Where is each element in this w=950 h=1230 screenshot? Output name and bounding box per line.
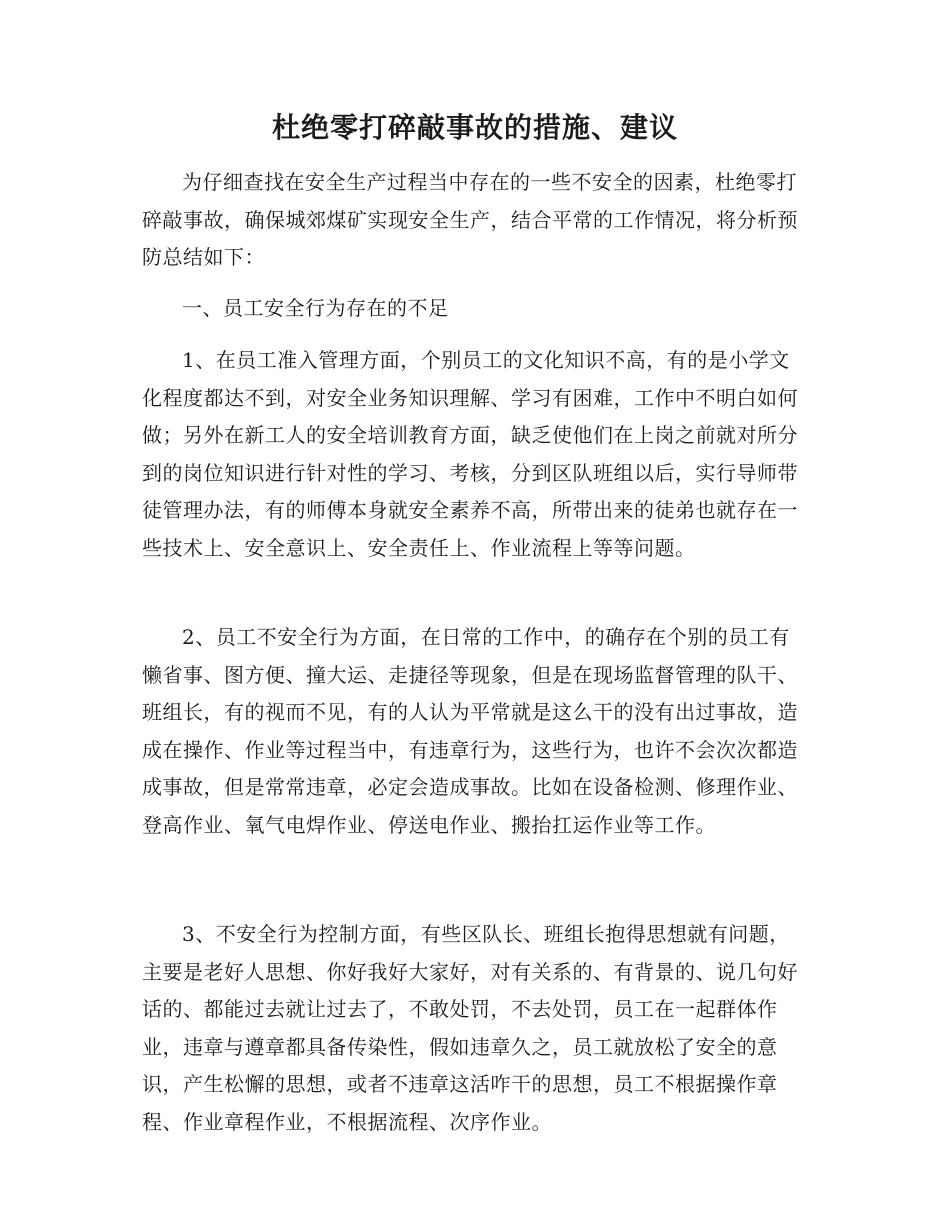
intro-paragraph: 为仔细查找在安全生产过程当中存在的一些不安全的因素，杜绝零打碎敲事故，确保城郊煤矿实现安全生产，结合平常的工作情况，将分析预防总结如下： bbox=[142, 170, 798, 269]
paragraph-item-2: 2、员工不安全行为方面，在日常的工作中，的确存在个别的员工有懒省事、图方便、撞大运、走捷径等现象，但是在现场监督管理的队干、班组长，有的视而不见，有的人认为平常就是这么干的没有出过事故，造成在操作、作业等过程当中，有违章行为，这些行为，也许不会次次都造成事故，但是常常违章，必定会造成事故。比如在设备检测、修理作业、登高作业、氧气电焊作业、停送电作业、搬抬扛运作业等工作。 bbox=[142, 625, 798, 837]
document-title: 杜绝零打碎敲事故的措施、建议 bbox=[271, 111, 678, 144]
paragraph-item-1: 1、在员工准入管理方面，个别员工的文化知识不高，有的是小学文化程度都达不到，对安全业务知识理解、学习有困难，工作中不明白如何做；另外在新工人的安全培训教育方面，缺乏使他们在上岗之前就对所分到的岗位知识进行针对性的学习、考核，分到区队班组以后，实行导师带徒管理办法，有的师傅本身就安全素养不高，所带出来的徒弟也就存在一些技术上、安全意识上、安全责任上、作业流程上等等问题。 bbox=[142, 348, 798, 560]
section-heading: 一、员工安全行为存在的不足 bbox=[182, 296, 449, 320]
paragraph-item-3: 3、不安全行为控制方面，有些区队长、班组长抱得思想就有问题，主要是老好人思想、你好我好大家好，对有关系的、有背景的、说几句好话的、都能过去就让过去了，不敢处罚，不去处罚，员工在一起群体作业，违章与遵章都具备传染性，假如违章久之，员工就放松了安全的意识，产生松懈的思想，或者不违章这活咋干的思想，员工不根据操作章程、作业章程作业，不根据流程、次序作业。 bbox=[142, 922, 798, 1134]
